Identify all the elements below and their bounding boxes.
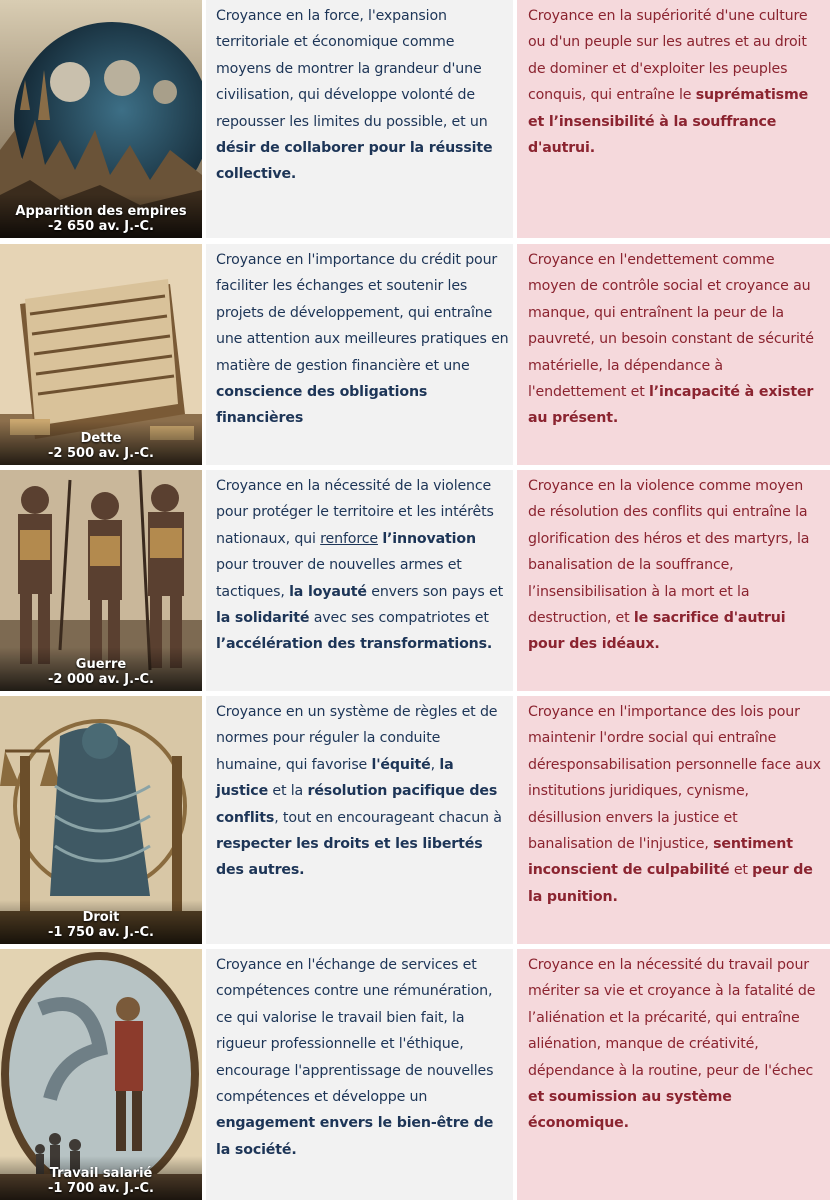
row-image [0, 470, 202, 691]
negative-belief-cell [517, 696, 830, 944]
caption-date: -1 700 av. J.-C. [48, 1181, 154, 1196]
emphasis-text: désir de collaborer pour la réussite collective. [216, 140, 493, 183]
text-run: Croyance en l'importance des lois pour maintenir l'ordre social qui entraîne déresponsabilisation personnelle face aux institutions juridiques, cynisme, désillusion envers la justice et banalisation de l'injustice, [528, 704, 821, 853]
table-row [0, 949, 836, 1200]
negative-belief-cell [517, 470, 830, 691]
text-run: Croyance en l'échange de services et compétences contre une rémunération, ce qui valorise le travail bien fait, la rigueur professionnelle et l'éthique, encourage l'apprentissage de nouvelles compétences et développe un [216, 957, 494, 1106]
table-row [0, 470, 836, 691]
positive-belief-text [216, 699, 509, 884]
negative-belief-cell [517, 0, 830, 238]
positive-belief-cell [206, 696, 513, 944]
emphasis-text: et soumission au système économique. [528, 1089, 732, 1132]
text-run: pour trouver de nouvelles armes et tactiques, [216, 557, 462, 600]
image-caption [0, 194, 202, 238]
emphasis-text: la solidarité [216, 610, 310, 627]
caption-title: Apparition des empires [15, 204, 187, 219]
emphasis-text: sentiment inconscient de culpabilité [528, 836, 793, 879]
emphasis-text: résolution pacifique des conflits [216, 783, 498, 826]
image-caption [0, 647, 202, 691]
positive-belief-cell [206, 244, 513, 465]
text-run: et [729, 862, 753, 879]
text-run: Croyance en la nécessité de la violence pour protéger le territoire et les intérêts nationaux, qui [216, 478, 494, 547]
negative-belief-cell [517, 244, 830, 465]
text-run: Croyance en l'endettement comme moyen de contrôle social et croyance au manque, qui entraînent la peur de la pauvreté, un besoin constant de sécurité matérielle, la dépendance à l'endettement et [528, 252, 814, 401]
text-run: envers son pays et [366, 583, 503, 600]
negative-belief-cell [517, 949, 830, 1200]
negative-belief-text [528, 473, 824, 658]
table-row [0, 0, 836, 238]
caption-date: -2 000 av. J.-C. [48, 672, 154, 687]
image-caption [0, 421, 202, 465]
text-run: Croyance en un système de règles et de normes pour réguler la conduite humaine, qui favorise [216, 704, 498, 773]
text-run: Croyance en la force, l'expansion territoriale et économique comme moyens de montrer la grandeur d'une civilisation, qui développe volonté de repousser les limites du possible, et un [216, 8, 488, 130]
positive-belief-text [216, 952, 509, 1163]
caption-title: Guerre [75, 657, 127, 672]
negative-belief-text [528, 699, 824, 910]
text-run: Croyance en l'importance du crédit pour faciliter les échanges et soutenir les projets de développement, qui entraîne une attention aux meilleures pratiques en matière de gestion financière et une [216, 252, 509, 374]
positive-belief-text [216, 473, 509, 658]
emphasis-text: respecter les droits et les libertés des autres. [216, 836, 483, 879]
caption-date: -2 500 av. J.-C. [48, 446, 154, 461]
row-image [0, 244, 202, 465]
caption-title: Dette [80, 431, 122, 446]
emphasis-text: l'équité [371, 756, 431, 773]
text-run: et la [268, 783, 308, 800]
text-run: , [430, 756, 440, 773]
caption-date: -2 650 av. J.-C. [48, 219, 154, 234]
emphasis-text: engagement envers le bien-être de la société. [216, 1115, 494, 1158]
row-image [0, 0, 202, 238]
text-run: Croyance en la supériorité d'une culture ou d'un peuple sur les autres et au droit de dominer et d'exploiter les peuples conquis, qui entraîne le [528, 8, 808, 104]
text-run: , tout en encourageant chacun à [274, 809, 502, 826]
emphasis-text: la loyauté [289, 583, 367, 600]
negative-belief-text [528, 952, 824, 1137]
emphasis-text: suprématisme et l’insensibilité à la souffrance d'autrui. [528, 87, 809, 157]
emphasis-text: peur de la punition. [528, 862, 813, 905]
text-run: Croyance en la violence comme moyen de résolution des conflits qui entraîne la glorification des héros et des martyrs, la banalisation de la souffrance, l’insensibilisation à la mort et la destruction, et [528, 478, 810, 627]
text-run: avec ses compatriotes et [309, 610, 489, 627]
positive-belief-cell [206, 470, 513, 691]
table-row [0, 696, 836, 944]
text-run: Croyance en la nécessité du travail pour mériter sa vie et croyance à la fatalité de l’aliénation et la précarité, qui entraîne aliénation, manque de créativité, dépendance à la routine, peur de l'échec [528, 957, 816, 1079]
image-caption [0, 900, 202, 944]
positive-belief-cell [206, 949, 513, 1200]
positive-belief-text [216, 247, 509, 432]
emphasis-text: le sacrifice d'autrui pour des idéaux. [528, 610, 786, 653]
emphasis-text: l’incapacité à exister au présent. [528, 384, 814, 427]
positive-belief-cell [206, 0, 513, 238]
table-row [0, 244, 836, 465]
emphasis-text: l’accélération des transformations. [216, 636, 493, 653]
emphasis-text: la justice [216, 756, 454, 800]
emphasis-text: l’innovation [382, 530, 476, 547]
row-image [0, 949, 202, 1200]
negative-belief-text [528, 3, 824, 161]
text-run: renforce [320, 530, 378, 547]
image-caption [0, 1156, 202, 1200]
caption-title: Droit [82, 910, 120, 925]
caption-date: -1 750 av. J.-C. [48, 925, 154, 940]
emphasis-text: conscience des obligations financières [216, 384, 428, 427]
caption-title: Travail salarié [49, 1166, 153, 1181]
negative-belief-text [528, 247, 824, 432]
row-image [0, 696, 202, 944]
positive-belief-text [216, 3, 509, 188]
